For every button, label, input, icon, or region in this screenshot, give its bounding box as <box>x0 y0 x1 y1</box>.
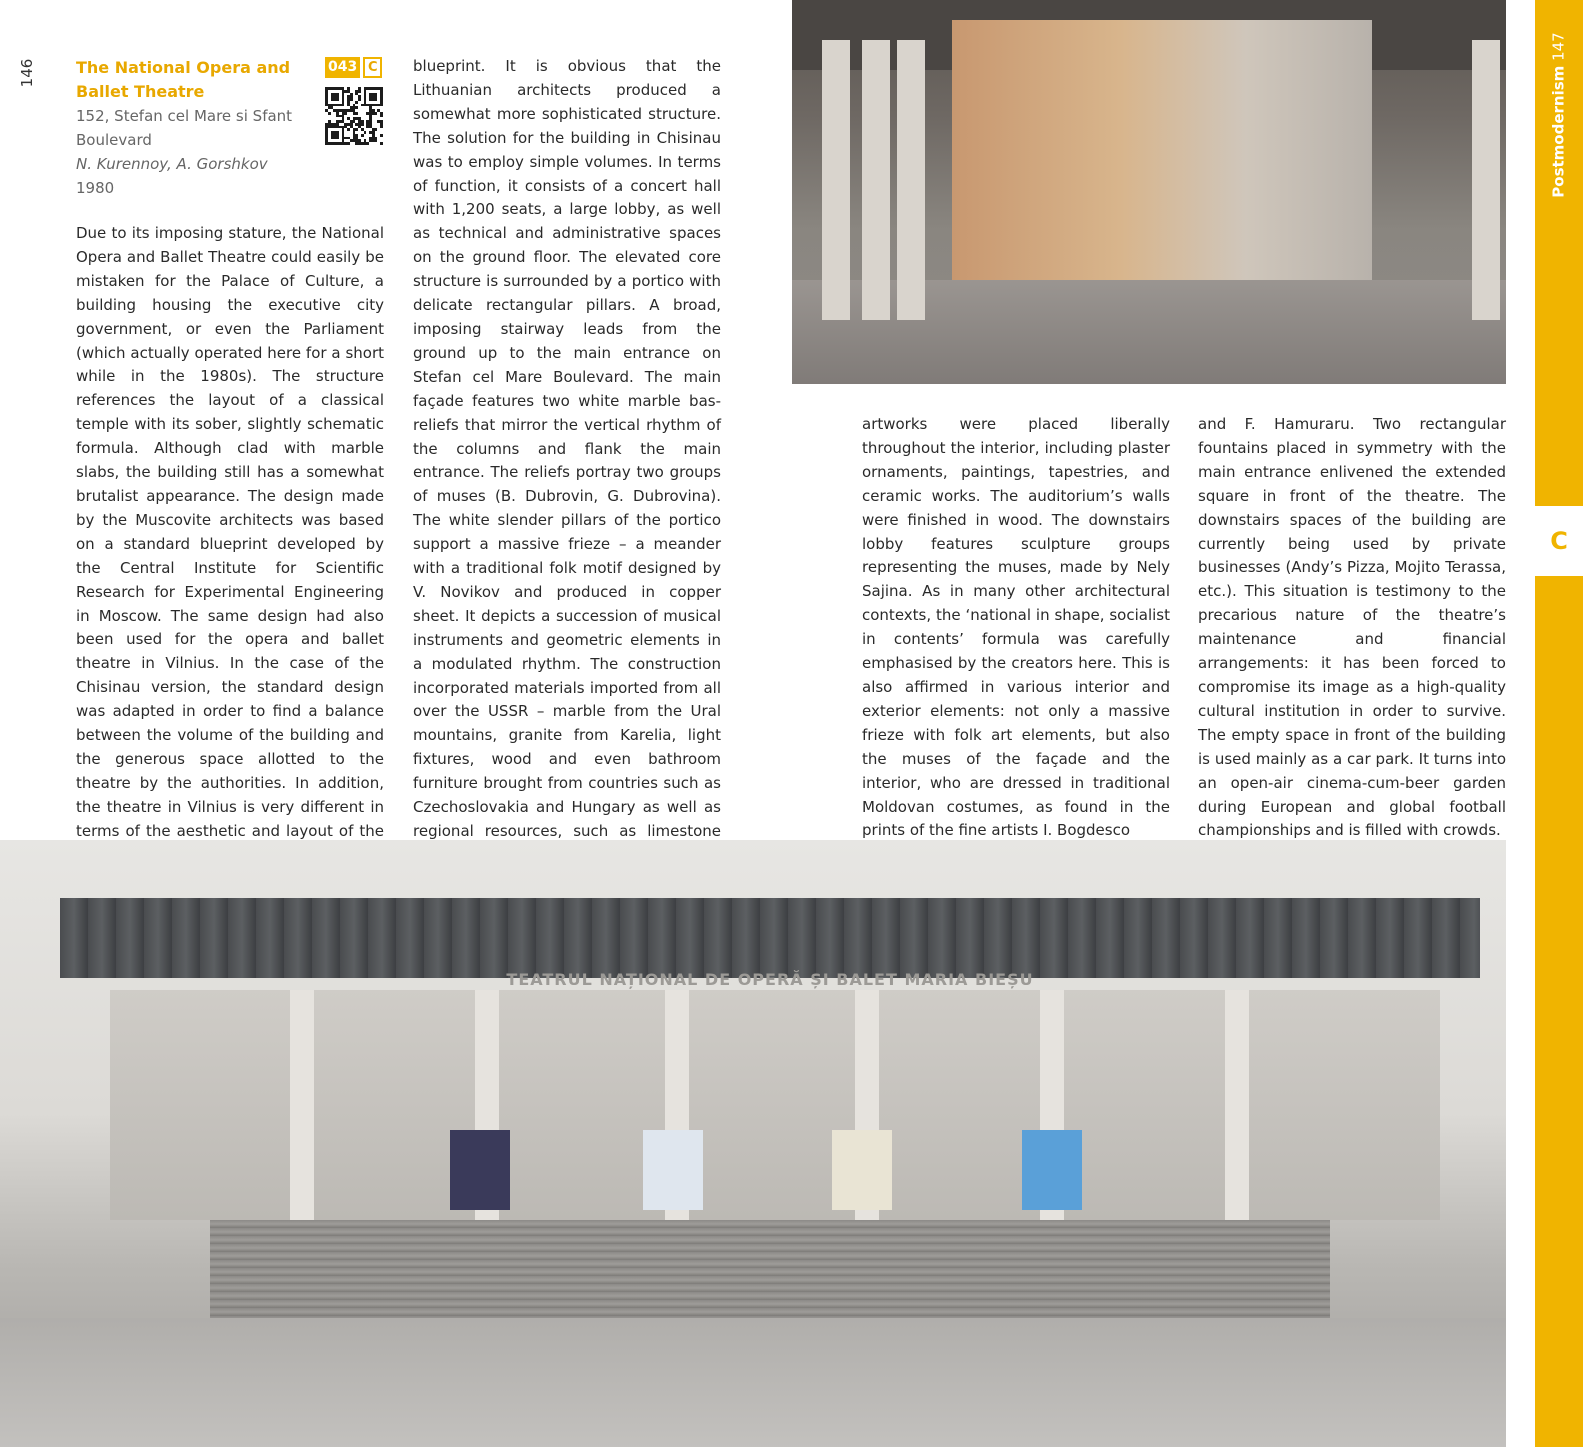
entry-year: 1980 <box>76 179 115 197</box>
entry-architects: N. Kurennoy, A. Gorshkov <box>76 155 268 173</box>
text-column-2: blueprint. It is obvious that the Lithuanian architects produced a somewhat more sophisticated structure. The solution for the building in Chisinau was to employ simple volumes. In terms of function, it consists of a concert hall with 1,200 seats, a large lobby, as well as technical and administrative spaces on the ground floor. The elevated core structure is surrounded by a portico with delicate rectangular pillars. A broad, imposing stairway leads from the ground up to the main entrance on Stefan cel Mare Boulevard. The main façade features two white marble bas-reliefs that mirror the vertical rhythm of the columns and flank the main entrance. The reliefs portray two groups of muses (B. Dubrovin, G. Dubrovina). The white slender pillars of the portico support a massive frieze – a meander with a traditional folk motif designed by V. Novikov and produced in copper sheet. It depicts a succession of musical instruments and geometric elements in a modulated rhythm. The construction incorporated materials imported from all over the USSR – marble from the Ural mountains, granite from Karelia, light fixtures, wood and even bathroom furniture brought from countries such as Czechoslovakia and Hungary as well as regional resources, such as limestone <box>413 57 721 840</box>
entry-meta <box>76 104 321 200</box>
entry-title: The National Opera and Ballet Theatre <box>76 58 291 101</box>
poster <box>450 1130 510 1210</box>
section-running-head <box>1535 0 1583 230</box>
photo-theatre-facade <box>0 840 1506 1447</box>
text-column-4: and F. Hamuraru. Two rectangular fountains placed in symmetry with the main entrance enlivened the extended square in front of the theatre. The downstairs spaces of the building are currently being used by private businesses (Andy’s Pizza, Mojito Terassa, etc.). This situation is testimony to the precarious nature of the theatre’s maintenance and financial arrangements: it has been forced to compromise its image as a high-quality cultural institution in order to survive. The empty space in front of the building is used mainly as a car park. It turns into an open-air cinema-cum-beer garden during European and global football championships and is filled with crowds. <box>1198 415 1506 840</box>
qr-code[interactable] <box>325 87 383 145</box>
photo-portico-interior <box>792 0 1506 384</box>
frieze-inscription: TEATRUL NAȚIONAL DE OPERĂ ȘI BALET MARIA BIEȘU <box>506 970 1034 989</box>
poster <box>832 1130 892 1210</box>
text-column-1: Due to its imposing stature, the National Opera and Ballet Theatre could easily be mistaken for the Palace of Culture, a building housing the executive city government, or even the Parliament (which actually operated here for a short while in the 1980s). The structure references the layout of a classical temple with its sober, slightly schematic formula. Although clad with marble slabs, the building still has a somewhat brutalist appearance. The design made by the Muscovite architects was based on a standard blueprint developed by the Central Institute for Scientific Research for Experimental Engineering in Moscow. The same design had also been used for the opera and ballet theatre in Vilnius. In the case of the Chisinau version, the standard design was adapted in order to find a balance between the volume of the building and the generous space allotted to the theatre by the authorities. In addition, the theatre in Vilnius is very different in terms of the aesthetic and layout of the <box>76 224 384 840</box>
poster <box>1022 1130 1082 1210</box>
section-name: Postmodernism <box>1550 65 1569 198</box>
photo-pillar <box>822 40 850 320</box>
entry-code <box>325 57 382 78</box>
page-number-left: 146 <box>18 58 36 88</box>
photo-pillar <box>862 40 890 320</box>
qr-module <box>380 142 383 145</box>
photo-plaza <box>0 1318 1506 1447</box>
photo-pillar <box>897 40 925 320</box>
section-tab[interactable]: C <box>1535 506 1583 576</box>
photo-pillar <box>1472 40 1500 320</box>
entry-section-letter: C <box>363 57 382 78</box>
photo-stairway <box>210 1220 1330 1320</box>
photo-frieze <box>60 898 1480 978</box>
text-column-3: artworks were placed liberally throughout the interior, including plaster ornaments, paintings, tapestries, and ceramic works. The auditorium’s walls were finished in wood. The downstairs lobby features sculpture groups representing the muses, made by Nely Sajina. As in many other architectural contexts, the ‘national in shape, socialist in contents’ formula was carefully emphasised by the creators here. This is also affirmed in various interior and exterior elements: not only a massive frieze with folk art elements, but also the muses of the façade and the interior, who are dressed in traditional Moldovan costumes, as found in the prints of the fine artists I. Bogdesco <box>862 415 1170 840</box>
entry-address: 152, Stefan cel Mare si Sfant Boulevard <box>76 107 293 149</box>
poster <box>643 1130 703 1210</box>
photo-facade-wall <box>952 20 1372 310</box>
entry-number: 043 <box>325 57 360 78</box>
page-number-right: 147 <box>1550 32 1569 61</box>
